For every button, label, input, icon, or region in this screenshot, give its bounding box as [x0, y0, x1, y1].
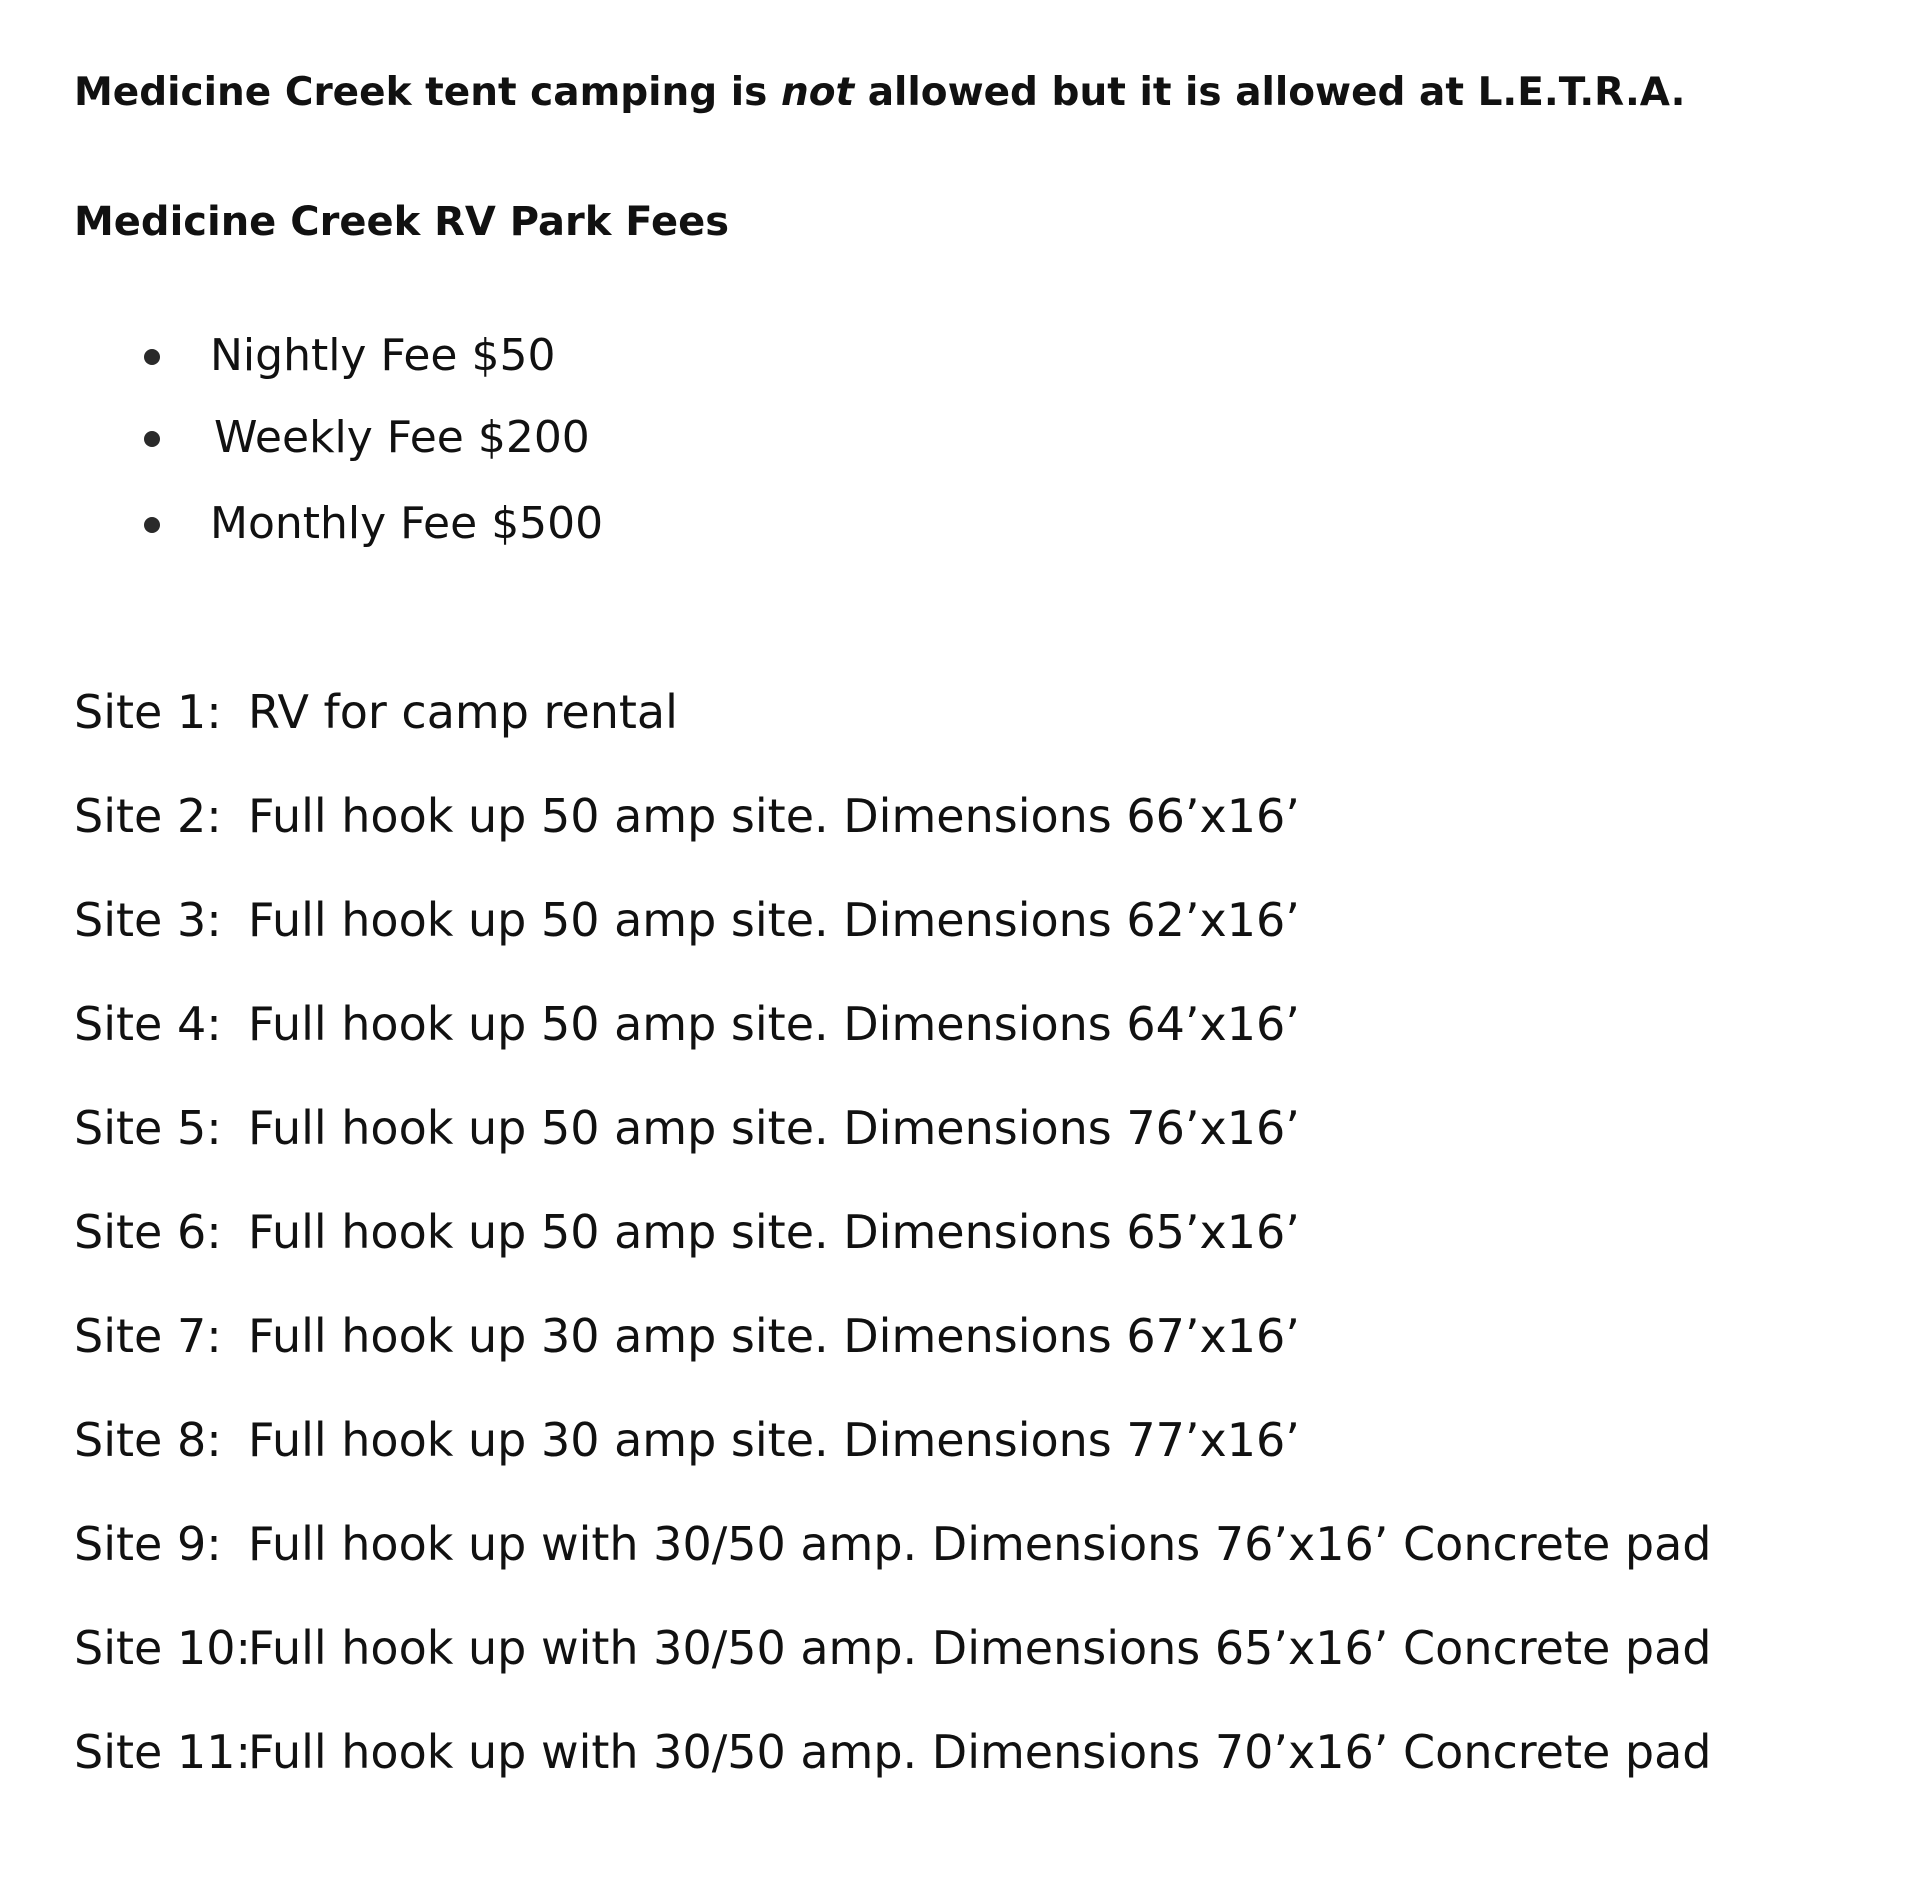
site-description: Full hook up with 30/50 amp. Dimensions 65’x16’ Concrete pad	[248, 1621, 1712, 1675]
tent-camping-notice	[74, 68, 1685, 118]
site-description: Full hook up 50 amp site. Dimensions 62’x16’	[248, 893, 1300, 947]
site-label: Site 3:	[74, 893, 222, 947]
site-label: Site 10:	[74, 1621, 251, 1675]
fee-label: Nightly Fee $50	[210, 330, 556, 381]
site-label: Site 9:	[74, 1517, 222, 1571]
site-description: RV for camp rental	[248, 685, 678, 739]
site-description: Full hook up 50 amp site. Dimensions 64’x16’	[248, 997, 1300, 1051]
site-description: Full hook up 50 amp site. Dimensions 76’x16’	[248, 1101, 1300, 1155]
site-label: Site 7:	[74, 1309, 222, 1363]
site-label: Site 6:	[74, 1205, 222, 1259]
site-label: Site 5:	[74, 1101, 222, 1155]
site-label: Site 1:	[74, 685, 222, 739]
site-description: Full hook up with 30/50 amp. Dimensions 70’x16’ Concrete pad	[248, 1725, 1712, 1779]
site-description: Full hook up with 30/50 amp. Dimensions 76’x16’ Concrete pad	[248, 1517, 1712, 1571]
site-label: Site 4:	[74, 997, 222, 1051]
notice-text-start: Medicine Creek tent camping is	[74, 70, 781, 115]
notice-text-end: allowed but it is allowed at L.E.T.R.A.	[854, 70, 1686, 115]
bullet-icon	[144, 517, 160, 533]
site-description: Full hook up 30 amp site. Dimensions 67’x16’	[248, 1309, 1300, 1363]
fee-label: Monthly Fee $500	[210, 498, 604, 549]
site-label: Site 11:	[74, 1725, 251, 1779]
site-label: Site 8:	[74, 1413, 222, 1467]
bullet-icon	[144, 349, 160, 365]
notice-emphasis: not	[780, 70, 855, 115]
fees-heading: Medicine Creek RV Park Fees	[74, 199, 730, 245]
site-description: Full hook up 50 amp site. Dimensions 66’x16’	[248, 789, 1300, 843]
site-label: Site 2:	[74, 789, 222, 843]
fee-label: Weekly Fee $200	[214, 412, 590, 463]
site-description: Full hook up 50 amp site. Dimensions 65’x16’	[248, 1205, 1300, 1259]
bullet-icon	[144, 431, 160, 447]
site-description: Full hook up 30 amp site. Dimensions 77’x16’	[248, 1413, 1300, 1467]
